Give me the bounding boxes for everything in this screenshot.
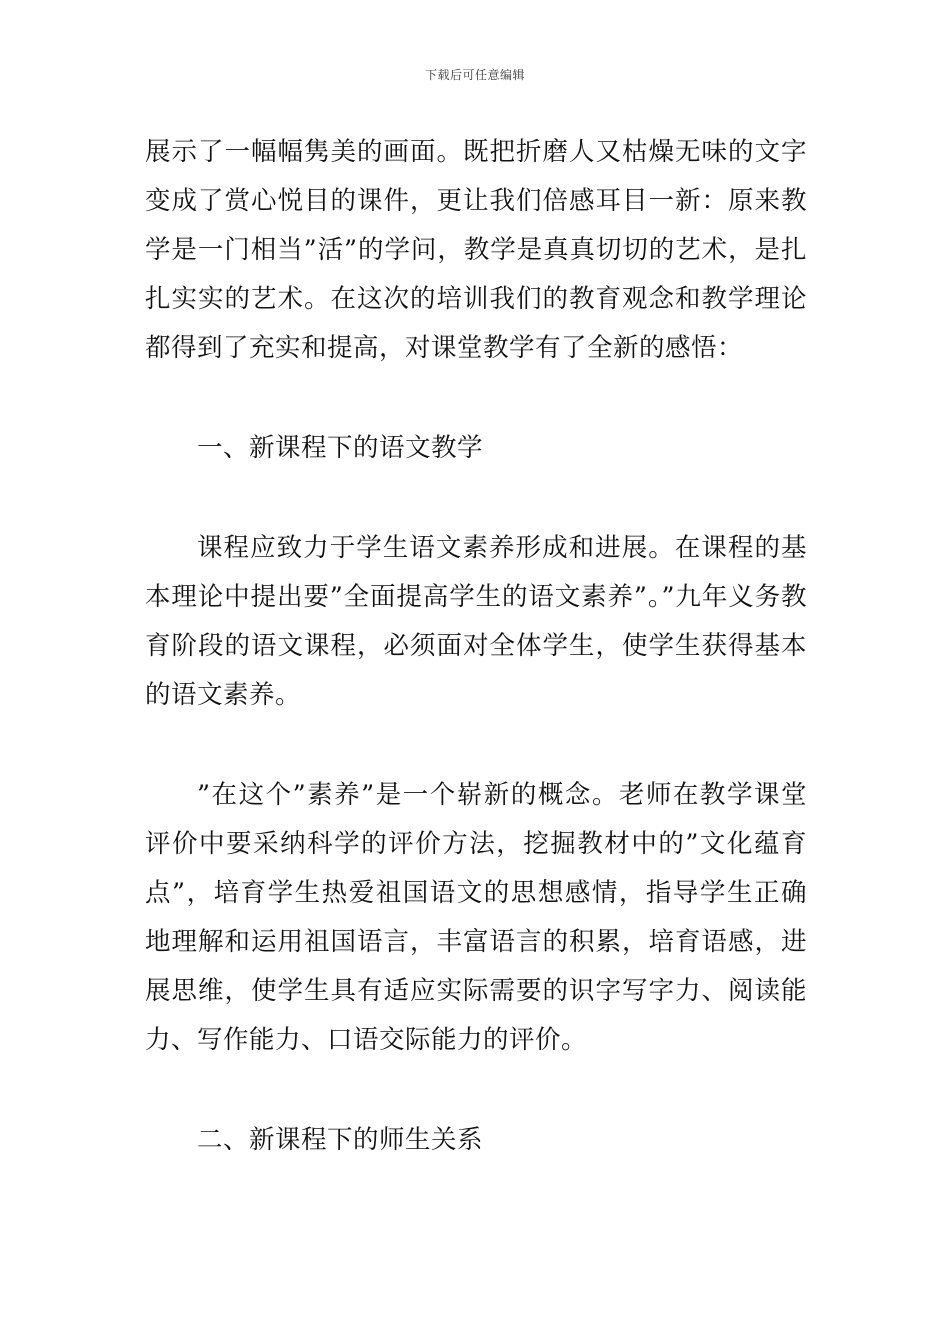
paragraph-2: 课程应致力于学生语文素养形成和进展。在课程的基本理论中提出要”全面提高学生的语文素养”。”九年义务教育阶段的语文课程，必须面对全体学生，使学生获得基本的语文素养。 (145, 533, 807, 710)
section-heading-1: 一、新课程下的语文教学 (197, 433, 484, 463)
paragraph-gap (145, 373, 807, 424)
paragraph-1: 展示了一幅幅隽美的画面。既把折磨人又枯燥无味的文字变成了赏心悦目的课件，更让我们倍感耳目一新：原来教学是一门相当”活”的学问，教学是真真切切的艺术，是扎扎实实的艺术。在这次的培训我们的教育观念和教学理论都得到了充实和提高，对课堂教学有了全新的感悟： (145, 137, 807, 363)
paragraph-gap (145, 1065, 807, 1116)
paragraph-gap (145, 720, 807, 771)
paragraph-gap (145, 473, 807, 524)
document-body (145, 128, 807, 1165)
section-heading-2: 二、新课程下的师生关系 (197, 1125, 484, 1155)
page-header: 下载后可任意编辑 (424, 68, 525, 82)
paragraph-3: ”在这个”素养”是一个崭新的概念。老师在教学课堂评价中要采纳科学的评价方法，挖掘教材中的”文化蕴育点”，培育学生热爱祖国语文的思想感情，指导学生正确地理解和运用祖国语言，丰富语言的积累，培育语感，进展思维，使学生具有适应实际需要的识字写字力、阅读能力、写作能力、口语交际能力的评价。 (145, 780, 807, 1055)
